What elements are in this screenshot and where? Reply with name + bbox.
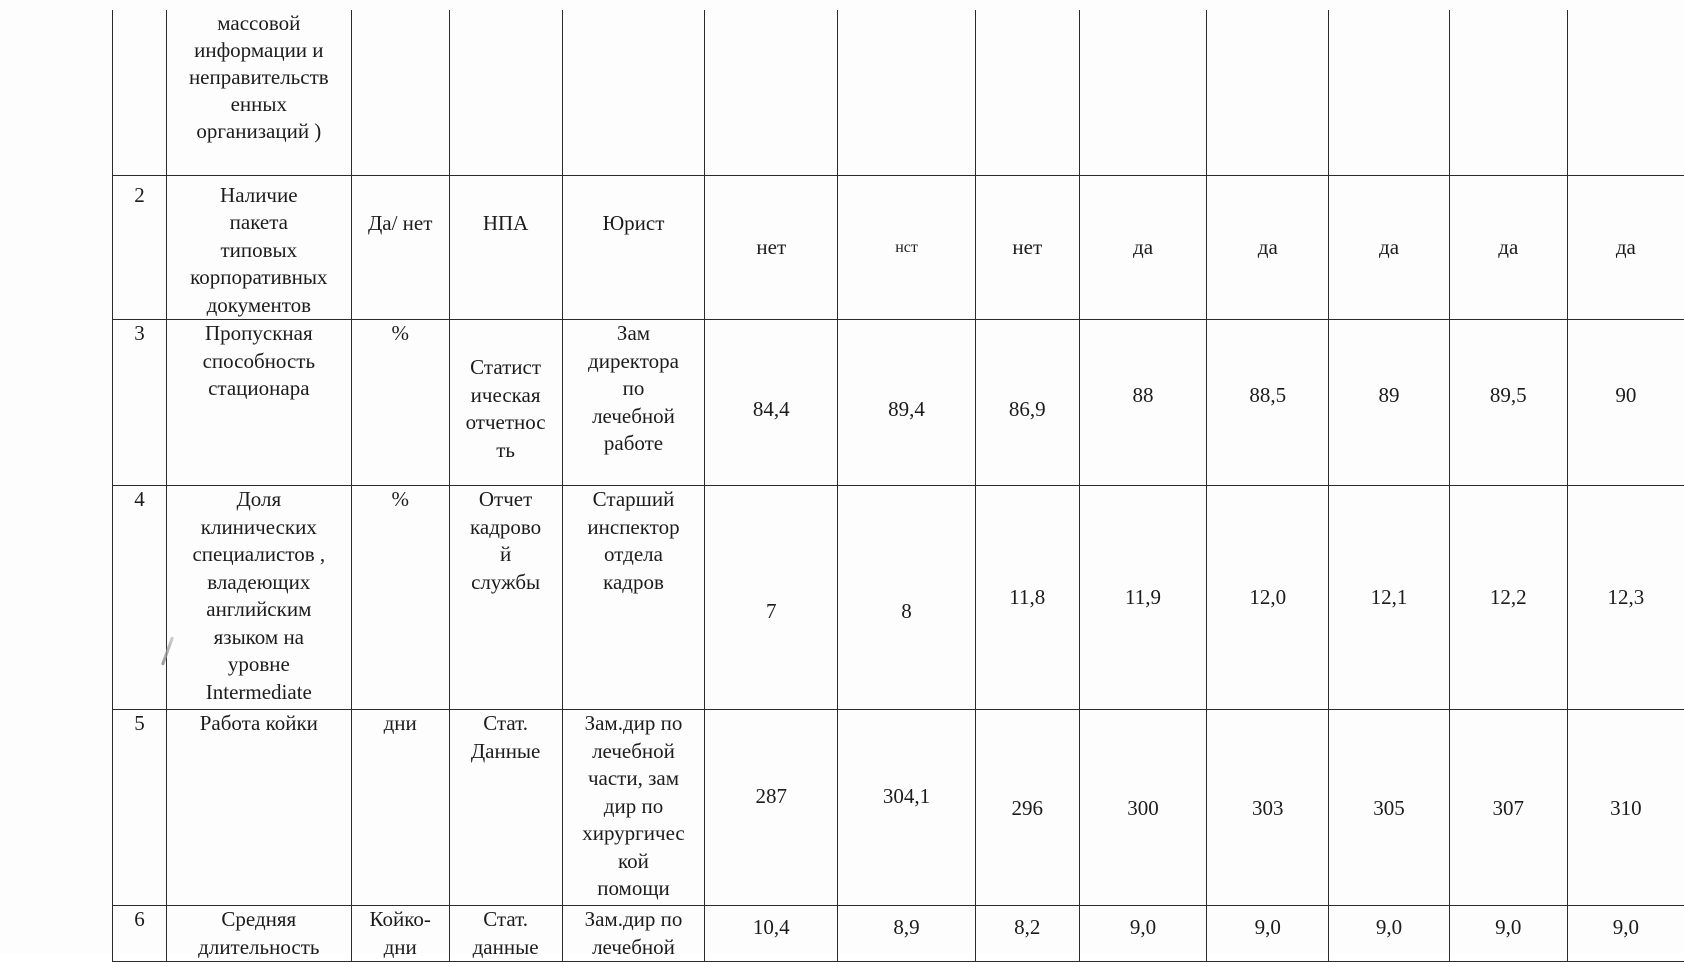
table-row <box>113 906 1684 962</box>
row-number-cell <box>113 10 167 175</box>
value-cell: 86,9 <box>975 320 1079 486</box>
value-cell: 287 <box>705 710 838 906</box>
value-cell: 12,0 <box>1207 486 1329 710</box>
value-cell <box>705 10 838 175</box>
row-number-cell: 4 <box>113 486 167 710</box>
indicators-table <box>112 10 1684 962</box>
value-cell <box>1567 10 1684 175</box>
table-row <box>113 175 1684 320</box>
value-cell: 88,5 <box>1207 320 1329 486</box>
value-cell: 310 <box>1567 710 1684 906</box>
value-cell: 303 <box>1207 710 1329 906</box>
indicator-name-cell: Работа койки <box>166 710 351 906</box>
value-cell: 9,0 <box>1329 906 1450 962</box>
value-cell: 8,2 <box>975 906 1079 962</box>
value-cell <box>1207 10 1329 175</box>
value-cell: 8 <box>838 486 976 710</box>
unit-cell: % <box>351 486 449 710</box>
value-cell: 300 <box>1079 710 1207 906</box>
row-number-cell: 3 <box>113 320 167 486</box>
value-cell: 84,4 <box>705 320 838 486</box>
value-cell: 90 <box>1567 320 1684 486</box>
value-cell: нет <box>975 175 1079 320</box>
unit-cell: % <box>351 320 449 486</box>
value-cell: да <box>1449 175 1567 320</box>
indicator-name-cell: Средняя длительность <box>166 906 351 962</box>
unit-cell: Да/ нет <box>351 175 449 320</box>
value-cell: 11,8 <box>975 486 1079 710</box>
source-cell: Стат. Данные <box>449 710 562 906</box>
value-cell: нст <box>838 175 976 320</box>
value-cell: 12,3 <box>1567 486 1684 710</box>
value-cell: 9,0 <box>1567 906 1684 962</box>
value-cell: 89,4 <box>838 320 976 486</box>
value-cell: 9,0 <box>1449 906 1567 962</box>
value-cell: 307 <box>1449 710 1567 906</box>
row-number-cell: 6 <box>113 906 167 962</box>
source-cell: Стат. данные <box>449 906 562 962</box>
value-cell <box>975 10 1079 175</box>
indicator-name-cell: массовой информации и неправительств енных организаций ) <box>166 10 351 175</box>
value-cell: 304,1 <box>838 710 976 906</box>
value-cell: 9,0 <box>1079 906 1207 962</box>
value-cell: да <box>1207 175 1329 320</box>
indicator-name-cell: Наличие пакета типовых корпоративных документов <box>166 175 351 320</box>
value-cell <box>1329 10 1450 175</box>
responsible-cell: Зам.дир по лечебной части, зам дир по хирургичес кой помощи <box>562 710 705 906</box>
value-cell: да <box>1079 175 1207 320</box>
value-cell <box>1079 10 1207 175</box>
source-cell: Отчет кадрово й службы <box>449 486 562 710</box>
responsible-cell: Старший инспектор отдела кадров <box>562 486 705 710</box>
responsible-cell: Зам директора по лечебной работе <box>562 320 705 486</box>
table-row <box>113 320 1684 486</box>
responsible-cell: Зам.дир по лечебной <box>562 906 705 962</box>
source-cell <box>449 10 562 175</box>
unit-cell <box>351 10 449 175</box>
value-cell: 12,2 <box>1449 486 1567 710</box>
indicator-name-cell: Доля клинических специалистов , владеющих английским языком на уровне Intermediate <box>166 486 351 710</box>
value-cell: 89,5 <box>1449 320 1567 486</box>
indicator-name-cell: Пропускная способность стационара <box>166 320 351 486</box>
source-cell: Статист ическая отчетнос ть <box>449 320 562 486</box>
value-cell: 11,9 <box>1079 486 1207 710</box>
responsible-cell: Юрист <box>562 175 705 320</box>
table-row <box>113 486 1684 710</box>
value-cell: нет <box>705 175 838 320</box>
value-cell: 7 <box>705 486 838 710</box>
value-cell: да <box>1329 175 1450 320</box>
source-cell: НПА <box>449 175 562 320</box>
value-cell: 9,0 <box>1207 906 1329 962</box>
value-cell: 305 <box>1329 710 1450 906</box>
row-number-cell: 5 <box>113 710 167 906</box>
value-cell: 296 <box>975 710 1079 906</box>
table-row <box>113 710 1684 906</box>
unit-cell: Койко- дни <box>351 906 449 962</box>
row-number-cell: 2 <box>113 175 167 320</box>
table-row <box>113 10 1684 175</box>
value-cell: 10,4 <box>705 906 838 962</box>
value-cell: да <box>1567 175 1684 320</box>
unit-cell: дни <box>351 710 449 906</box>
value-cell: 12,1 <box>1329 486 1450 710</box>
value-cell <box>1449 10 1567 175</box>
value-cell: 88 <box>1079 320 1207 486</box>
responsible-cell <box>562 10 705 175</box>
value-cell: 8,9 <box>838 906 976 962</box>
value-cell <box>838 10 976 175</box>
value-cell: 89 <box>1329 320 1450 486</box>
